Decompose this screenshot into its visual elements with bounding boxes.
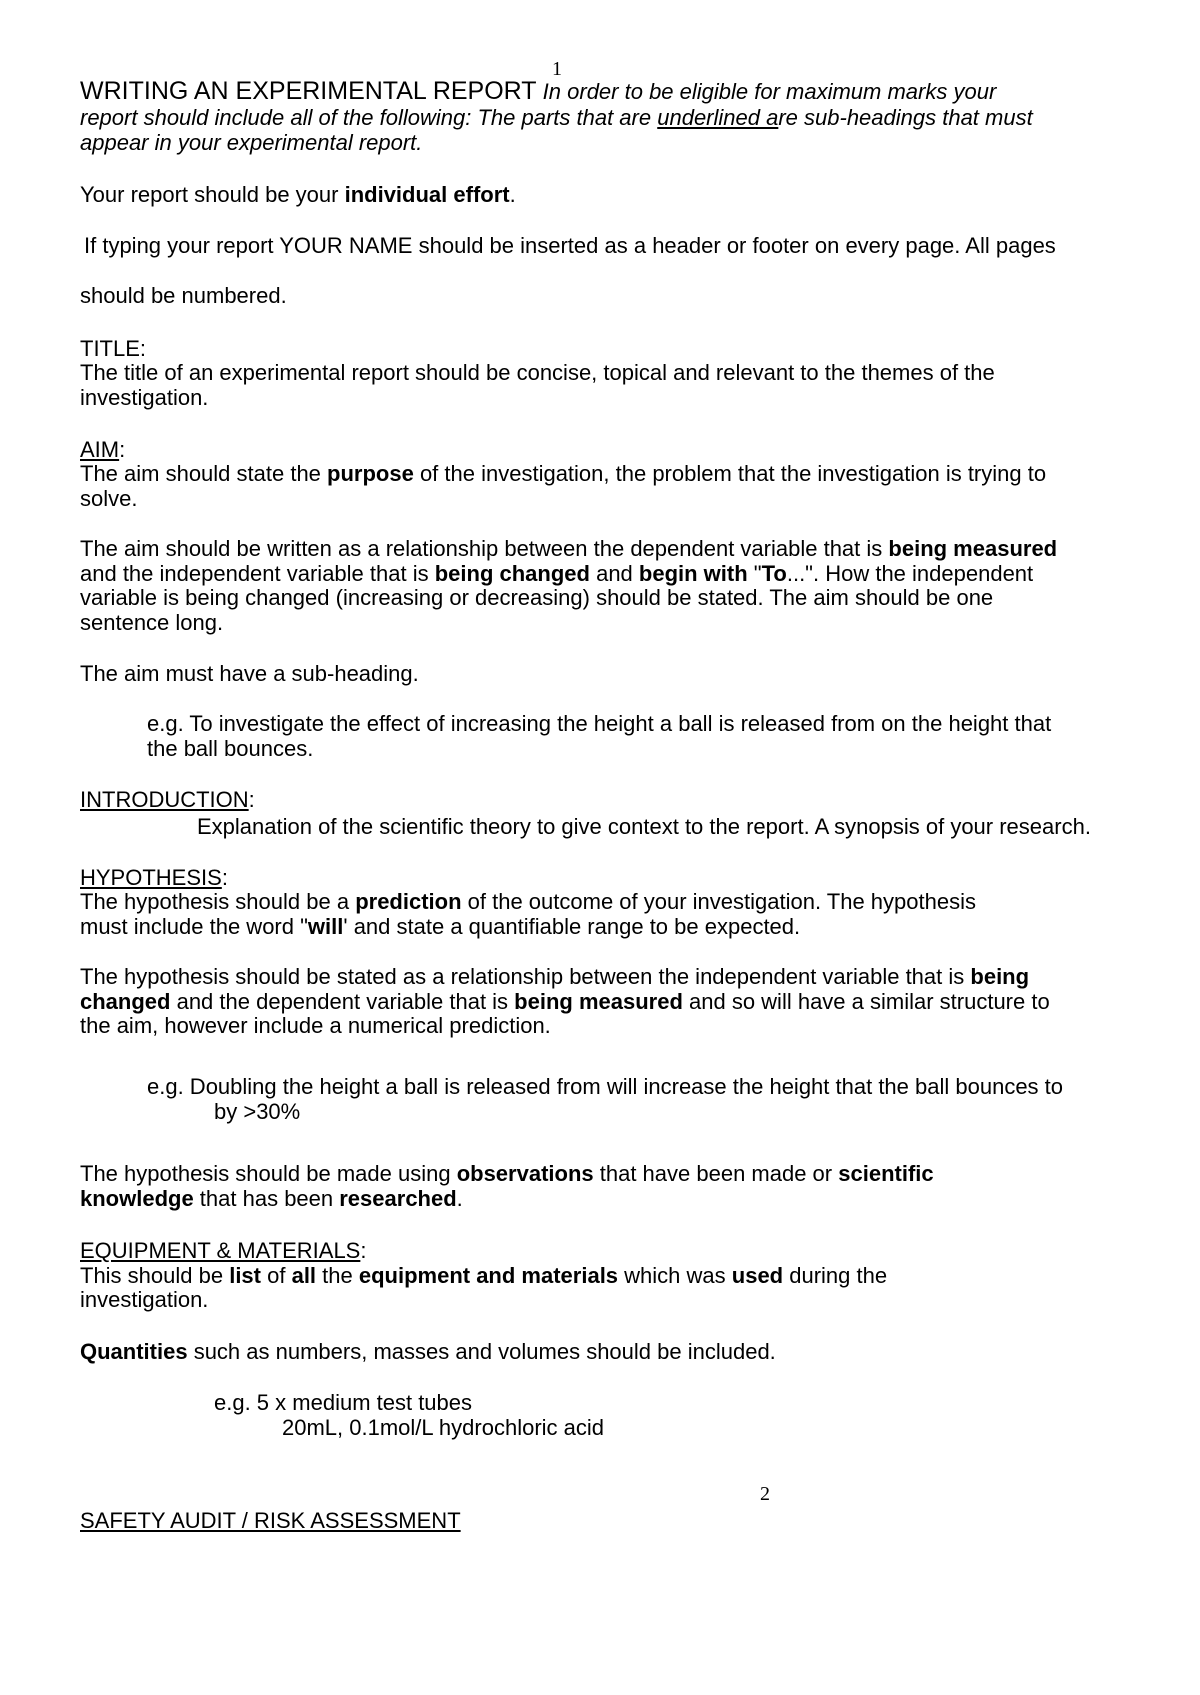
hypothesis-heading: HYPOTHESIS: (80, 865, 228, 890)
equipment-heading: EQUIPMENT & MATERIALS: (80, 1238, 367, 1263)
hypothesis-example-line1: e.g. Doubling the height a ball is released from will increase the height that the ball bounces to (147, 1074, 1064, 1099)
intro-note-line3: appear in your experimental report. (80, 130, 423, 155)
aim-p1-line2: solve. (80, 486, 138, 511)
hypothesis-p2-line3: the aim, however include a numerical prediction. (80, 1013, 551, 1038)
aim-p2-line4: sentence long. (80, 610, 224, 635)
aim-p2-line1: The aim should be written as a relationship between the dependent variable that is being measured (80, 536, 1058, 561)
hypothesis-p1-line1: The hypothesis should be a prediction of the outcome of your investigation. The hypothesis (80, 889, 976, 914)
title-heading: TITLE: (80, 336, 147, 361)
page-title: WRITING AN EXPERIMENTAL REPORT (80, 77, 537, 105)
introduction-text: Explanation of the scientific theory to give context to the report. A synopsis of your research. (197, 814, 1091, 839)
intro-note-line1: In order to be eligible for maximum marks your (542, 79, 997, 104)
aim-p3: The aim must have a sub-heading. (80, 661, 419, 686)
individual-effort-paragraph: Your report should be your individual effort. (80, 182, 516, 207)
hypothesis-example-line2: by >30% (214, 1099, 301, 1124)
page-number-bottom: 2 (760, 1483, 770, 1505)
hypothesis-p1-line2: must include the word "will' and state a quantifiable range to be expected. (80, 914, 801, 939)
aim-example-line2: the ball bounces. (147, 736, 314, 761)
document-heading (80, 78, 996, 105)
equipment-quantities: Quantities such as numbers, masses and volumes should be included. (80, 1339, 776, 1364)
page-number-top: 1 (552, 58, 562, 80)
equipment-example-line1: e.g. 5 x medium test tubes (214, 1390, 473, 1415)
hypothesis-p3-line2: knowledge that has been researched. (80, 1186, 463, 1211)
introduction-heading: INTRODUCTION: (80, 787, 255, 812)
intro-note-line2: report should include all of the following: The parts that are underlined are sub-headings that must (80, 105, 1033, 130)
safety-heading: SAFETY AUDIT / RISK ASSESSMENT (80, 1508, 461, 1533)
aim-heading: AIM: (80, 437, 126, 462)
aim-p2-line2: and the independent variable that is being changed and begin with "To...". How the independent (80, 561, 1034, 586)
aim-p1-line1: The aim should state the purpose of the investigation, the problem that the investigation is trying to (80, 461, 1047, 486)
title-text-line2: investigation. (80, 385, 209, 410)
hypothesis-p2-line2: changed and the dependent variable that is being measured and so will have a similar structure to (80, 989, 1050, 1014)
equipment-line1: This should be list of all the equipment and materials which was used during the (80, 1263, 888, 1288)
aim-p2-line3: variable is being changed (increasing or decreasing) should be stated. The aim should be one (80, 585, 994, 610)
hypothesis-p2-line1: The hypothesis should be stated as a relationship between the independent variable that is being (80, 964, 1030, 989)
equipment-example-line2: 20mL, 0.1mol/L hydrochloric acid (282, 1415, 605, 1440)
typing-paragraph-line2: should be numbered. (80, 283, 287, 308)
typing-paragraph-line1: If typing your report YOUR NAME should be inserted as a header or footer on every page. All pages (84, 233, 1056, 258)
title-text-line1: The title of an experimental report should be concise, topical and relevant to the themes of the (80, 360, 995, 385)
hypothesis-p3-line1: The hypothesis should be made using observations that have been made or scientific (80, 1161, 934, 1186)
equipment-line2: investigation. (80, 1287, 209, 1312)
aim-example-line1: e.g. To investigate the effect of increasing the height a ball is released from on the height that (147, 711, 1052, 736)
